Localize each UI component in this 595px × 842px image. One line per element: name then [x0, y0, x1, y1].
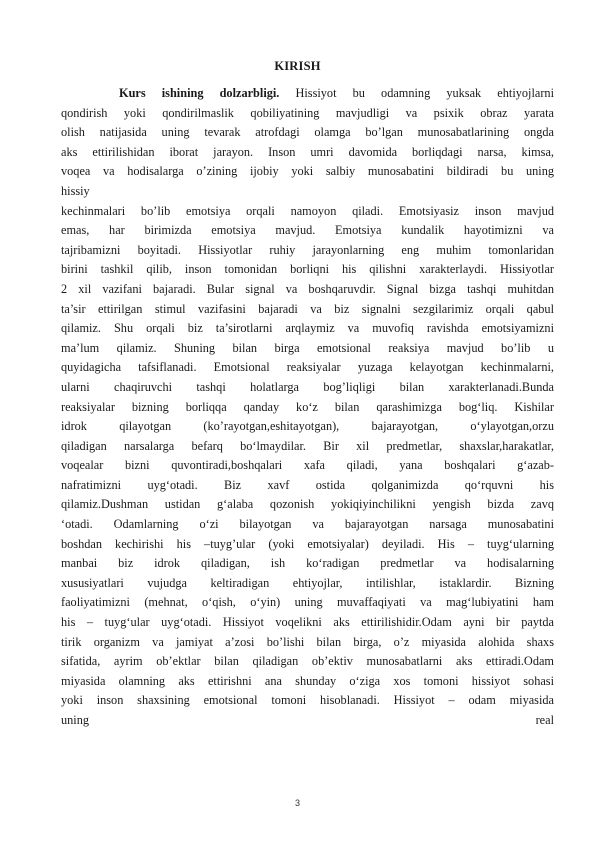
section-heading: KIRISH — [274, 59, 321, 73]
text-line: ‘otadi. Odamlarning o‘zi bilayotgan va bajarayotgan narsaga munosabatini — [61, 517, 554, 532]
body-text — [61, 84, 554, 731]
text-line: idrok qilayotgan (ko’rayotgan,eshitayotgan), bajarayotgan, o‘ylayotgan,orzu — [61, 419, 554, 434]
text-line-first — [61, 84, 554, 104]
text-line: emas, har birimizda emotsiya mavjud. Emotsiya kundalik hayotimizni va — [61, 223, 554, 238]
text-line: quyidagicha tafsiflanadi. Emotsional reaksiyalar yuzaga kelayotgan kechinmalarni, — [61, 360, 554, 375]
text-line: uning real — [61, 713, 554, 727]
text-line: tajribamizni boyitadi. Hissiyotlar ruhiy jarayonlarning eng muhim tomonlaridan — [61, 242, 554, 257]
text-line: aks ettirilishidan iborat jarayon. Inson umri davomida borliqdagi narsa, kimsa, — [61, 144, 554, 159]
text-line: ma’lum qilamiz. Shuning bilan birga emotsional reaksiya mavjud bo’lib u — [61, 340, 554, 355]
text-line: qilamiz.Dushman ustidan g‘alaba qozonish yokiqiyinchilikni yengish bizda zavq — [61, 497, 554, 512]
text-line: ularni chaqiruvchi tashqi holatlarga bog’liqligi bilan xarakterlanadi.Bunda — [61, 379, 554, 394]
text-line: qondirish yoki qondirilmaslik qobiliyatining mavjudligi va psixik obraz yarata — [61, 105, 554, 120]
page-number: 3 — [294, 798, 300, 808]
lead-bold-phrase: Kurs ishining dolzarbligi. — [119, 86, 280, 100]
text-line: hissiy — [61, 183, 90, 198]
text-line: qilamiz. Shu orqali biz ta’sirotlarni arqlaymiz va muvofiq ravishda emotsiyamizni — [61, 321, 554, 336]
text-line: qiladigan narsalarga befarq bo‘lmaydilar. Bir xil predmetlar, shaxslar,harakatlar, — [61, 438, 554, 453]
text-line: faoliyatimizni (mehnat, o‘qish, o‘yin) uning muvaffaqiyati va mag‘lubiyatini ham — [61, 595, 554, 610]
text-line: miyasida olamning aks ettirishni ana shunday o‘ziga xos tomoni hissiyot sohasi — [61, 673, 554, 688]
text-line: nafratimizni uyg‘otadi. Biz xavf ostida qolganimizda qo‘rquvni his — [61, 477, 554, 492]
text-line: reaksiyalar bizning borliqqa qanday ko‘z bilan qarashimizga bog‘liq. Kishilar — [61, 399, 554, 414]
text-line: Hissiyot bu odamning yuksak ehtiyojlarni — [279, 86, 554, 100]
text-line: voqea va hodisalarga o’zining ijobiy yoki salbiy munosabatini bildiradi bu uning — [61, 164, 554, 179]
text-line: 2 xil vazifani bajaradi. Bular signal va boshqaruvdir. Signal bizga tashqi muhitdan — [61, 281, 554, 296]
text-line: boshdan kechirishi his –tuyg’ular (yoki emotsiyalar) deyiladi. His – tuyg‘ularning — [61, 536, 554, 551]
text-line: voqealar bizni quvontiradi,boshqalari xafa qiladi, yana boshqalari g‘azab- — [61, 458, 554, 473]
text-line: tirik organizm va jamiyat a’zosi bo’lishi bilan birga, o’z miyasida alohida shaxs — [61, 634, 554, 649]
text-line: manbai biz idrok qiladigan, ish ko‘radigan predmetlar va hodisalarning — [61, 556, 554, 571]
text-line: his – tuyg‘ular uyg‘otadi. Hissiyot voqelikni aks ettirilishidir.Odam ayni bir paytda — [61, 615, 554, 630]
text-line: kechinmalari bo’lib emotsiya orqali namoyon qiladi. Emotsiyasiz inson mavjud — [61, 203, 554, 218]
text-line: yoki inson shaxsining emotsional tomoni hisoblanadi. Hissiyot – odam miyasida — [61, 693, 554, 708]
text-line: ta’sir ettirilgan stimul vazifasini bajaradi va biz signalni sezgilarimiz orqali qabul — [61, 301, 554, 316]
text-line: olish natijasida uning tevarak atrofdagi olamga bo’lgan munosabatlarining ongda — [61, 125, 554, 140]
text-line: xususiyatlari vujudga keltiradigan ehtiyojlar, intilishlar, istaklardir. Bizning — [61, 575, 554, 590]
text-line: sifatida, ayrim ob’ektlar bilan qiladigan ob’ektiv munosabatlarni aks ettiradi.Odam — [61, 654, 554, 669]
text-line: birini tashkil qilib, inson tomonidan borliqni his qilishni xarakterlaydi. Hissiyotlar — [61, 262, 554, 277]
